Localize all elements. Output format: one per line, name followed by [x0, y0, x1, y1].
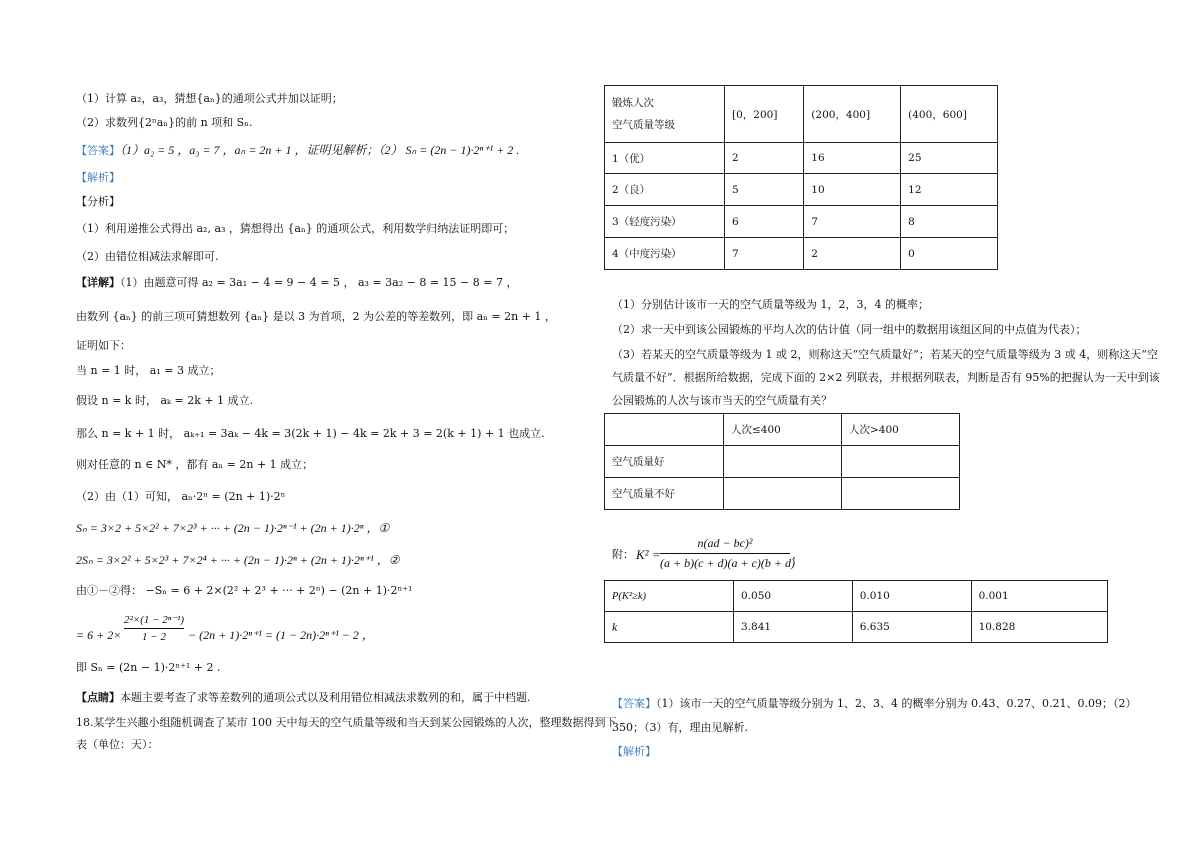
empty-cell[interactable] — [842, 478, 960, 510]
fraction-denominator: 1 − 2 — [142, 631, 166, 643]
answer18-tag: 【答案】 — [612, 697, 656, 710]
cell: 0 — [901, 238, 998, 270]
proof-label: 证明如下： — [76, 339, 131, 352]
cell: 8 — [901, 206, 998, 238]
cell: 7 — [804, 206, 901, 238]
cell: 6.635 — [852, 612, 971, 643]
dianjing-line — [76, 691, 531, 705]
conclusion-1: 则对任意的 n ∈ N* ，都有 aₙ = 2n + 1 成立； — [76, 458, 314, 471]
empty-cell[interactable] — [724, 478, 842, 510]
critical-value-table — [604, 580, 1108, 643]
table-row — [605, 206, 998, 238]
induction-hypothesis: 假设 n = k 时， aₖ = 2k + 1 成立. — [76, 394, 254, 407]
fenxi-1: （1）利用递推公式得出 a₂, a₃ ，猜想得出 {aₙ} 的通项公式，利用数学归纳法证明即可； — [76, 222, 515, 235]
cell: 10.828 — [971, 612, 1107, 643]
row-label: 3（轻度污染） — [605, 206, 725, 238]
q18-part3-line2: 气质量不好”．根据所给数据，完成下面的 2×2 列联表，并根据列联表，判断是否有 95%的把握认为一天中到该 — [612, 371, 1160, 384]
jiexi-tag: 【解析】 — [76, 171, 120, 184]
row-label: k — [605, 612, 734, 643]
corner-cell — [605, 414, 724, 446]
answer18-line2: 350；（3）有，理由见解析. — [612, 721, 748, 734]
fraction-numerator: 2²×(1 − 2ⁿ⁻¹) — [124, 614, 185, 626]
jiexi18-tag: 【解析】 — [612, 745, 656, 758]
part2-start: （2）由（1）可知， aₙ·2ⁿ = (2n + 1)·2ⁿ — [76, 490, 286, 503]
dianjing-tag: 【点睛】 — [76, 691, 120, 704]
row-label: 1（优） — [605, 143, 725, 174]
table-row — [605, 446, 960, 478]
frac-eq-prefix: = 6 + 2× — [76, 628, 122, 642]
cell: 25 — [901, 143, 998, 174]
base-case: 当 n = 1 时， a₁ = 3 成立； — [76, 364, 221, 377]
answer-text: （1）a₂ = 5 ，a₃ = 7 ，aₙ = 2n + 1 ，证明见解析；（2） Sₙ = (2n − 1)·2ⁿ⁺¹ + 2 . — [120, 143, 520, 157]
cell: 7 — [725, 238, 804, 270]
fraction — [124, 613, 184, 643]
empty-cell[interactable] — [724, 446, 842, 478]
table-row — [605, 612, 1108, 643]
k2-fraction — [660, 536, 796, 571]
fenxi-2: （2）由错位相减法求解即可. — [76, 250, 219, 263]
cell: 2 — [725, 143, 804, 174]
xiangjie-line — [76, 276, 517, 290]
k2-fraction-bar — [660, 553, 790, 554]
q18-part1: （1）分别估计该市一天的空气质量等级为 1，2，3，4 的概率； — [612, 298, 929, 311]
cell: 0.010 — [852, 581, 971, 612]
answer-line — [76, 143, 519, 158]
k2-numerator: n(ad − bc)² — [697, 536, 753, 550]
guess-line: 由数列 {aₙ} 的前三项可猜想数列 {aₙ} 是以 3 为首项，2 为公差的等差数列，即 aₙ = 2n + 1 ， — [76, 310, 556, 323]
q17-part2: （2）求数列{2ⁿaₙ}的前 n 项和 Sₙ. — [76, 116, 253, 129]
k2-denominator: (a + b)(c + d)(a + c)(b + d) — [660, 556, 796, 570]
xiangjie-tag: 【详解】 — [76, 276, 120, 289]
dianjing-text: 本题主要考查了求等差数列的通项公式以及利用错位相减法求数列的和，属于中档题. — [120, 691, 531, 704]
fu-label: 附： — [612, 548, 634, 561]
col-header: (400，600] — [901, 86, 998, 143]
table-row — [605, 143, 998, 174]
frac-eq-suffix: − (2n + 1)·2ⁿ⁺¹ = (1 − 2n)·2ⁿ⁺¹ − 2 ， — [188, 628, 374, 642]
col-header: 人次≤400 — [724, 414, 842, 446]
k2-comma: ， — [792, 548, 803, 561]
q17-part1: （1）计算 a₂，a₃，猜想{aₙ}的通项公式并加以证明； — [76, 92, 343, 105]
cell: 0.050 — [734, 581, 853, 612]
answer18-line1 — [612, 697, 1136, 711]
row-label: 空气质量不好 — [605, 478, 724, 510]
answer-tag: 【答案】 — [76, 144, 120, 157]
cell: 0.001 — [971, 581, 1107, 612]
sum-eq1: Sₙ = 3×2 + 5×2² + 7×2³ + ··· + (2n − 1)·2ⁿ⁻¹ + (2n + 1)·2ⁿ ，① — [76, 521, 390, 535]
cell: 16 — [804, 143, 901, 174]
col-header: [0，200] — [725, 86, 804, 143]
xiangjie-text: （1）由题意可得 a₂ = 3a₁ − 4 = 9 − 4 = 5 ， a₃ = 3a₂ − 8 = 15 − 8 = 7 ， — [120, 276, 518, 289]
q18-part2: （2）求一天中到该公园锻炼的平均人次的估计值（同一组中的数据用该组区间的中点值为代表）； — [612, 323, 1087, 336]
data-table — [604, 85, 998, 270]
induction-step: 那么 n = k + 1 时， aₖ₊₁ = 3aₖ − 4k = 3(2k + 1) − 4k = 2k + 3 = 2(k + 1) + 1 也成立. — [76, 427, 545, 440]
q18-part3-line3: 公园锻炼的人次与该市当天的空气质量有关？ — [612, 394, 832, 407]
table-row — [605, 581, 1108, 612]
k2-lhs: K² = — [636, 547, 661, 562]
cell: 3.841 — [734, 612, 853, 643]
cell: 6 — [725, 206, 804, 238]
sum-eq2: 2Sₙ = 3×2² + 5×2³ + 7×2⁴ + ··· + (2n − 1)·2ⁿ + (2n + 1)·2ⁿ⁺¹ ，② — [76, 553, 400, 567]
fraction-bar — [124, 628, 184, 629]
sum-diff: 由①－②得： −Sₙ = 6 + 2×(2² + 2³ + ··· + 2ⁿ) − (2n + 1)·2ⁿ⁺¹ — [76, 584, 413, 597]
header-line-exercise: 锻炼人次 — [612, 97, 654, 109]
q18-part3-line1: （3）若某天的空气质量等级为 1 或 2，则称这天“空气质量好”；若某天的空气质量等级为 3 或 4，则称这天“空 — [612, 348, 1158, 361]
table-row — [605, 478, 960, 510]
cell: 10 — [804, 174, 901, 206]
answer18-text: （1）该市一天的空气质量等级分别为 1、2、3、4 的概率分别为 0.43、0.27、0.21、0.09；（2） — [656, 697, 1137, 710]
cell: 12 — [901, 174, 998, 206]
row-label: 空气质量好 — [605, 446, 724, 478]
row-label: P(K²≥k) — [605, 581, 734, 612]
table-corner-header — [605, 86, 725, 143]
fenxi-tag: 【分析】 — [76, 195, 120, 208]
header-line-quality: 空气质量等级 — [612, 119, 675, 131]
q18-line2: 表（单位：天）： — [76, 738, 159, 751]
col-header: (200，400] — [804, 86, 901, 143]
cell: 2 — [804, 238, 901, 270]
contingency-table — [604, 413, 960, 510]
row-label: 4（中度污染） — [605, 238, 725, 270]
table-row — [605, 238, 998, 270]
cell: 5 — [725, 174, 804, 206]
table-row — [605, 174, 998, 206]
final-sum: 即 Sₙ = (2n − 1)·2ⁿ⁺¹ + 2 . — [76, 661, 221, 674]
col-header: 人次>400 — [842, 414, 960, 446]
row-label: 2（良） — [605, 174, 725, 206]
q18-line1: 18.某学生兴趣小组随机调查了某市 100 天中每天的空气质量等级和当天到某公园锻炼的人次，整理数据得到下 — [76, 716, 617, 729]
empty-cell[interactable] — [842, 446, 960, 478]
